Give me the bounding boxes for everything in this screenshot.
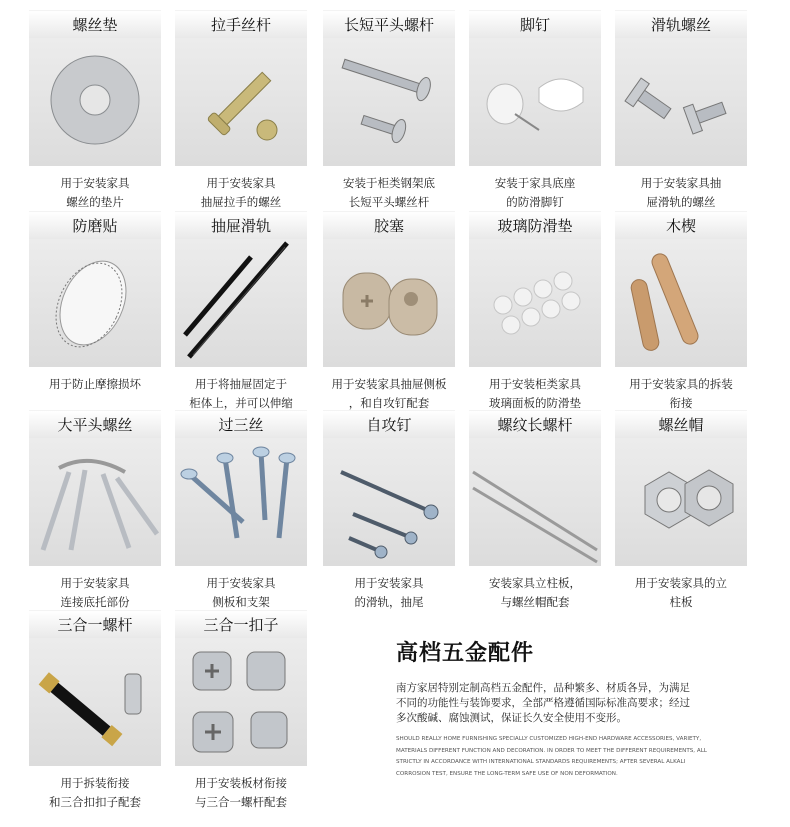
product-image [29, 438, 161, 566]
product-card [323, 211, 455, 413]
handle-screw-icon [175, 38, 307, 166]
foot-nail-icon [469, 38, 601, 166]
product-card [469, 211, 601, 413]
product-card [29, 610, 161, 812]
product-image [323, 239, 455, 367]
product-description-line: 柱板 [669, 595, 693, 609]
product-description-line: 用于将抽屉固定于 [195, 377, 287, 391]
felt-pad-icon [29, 239, 161, 367]
product-title: 滑轨螺丝 [615, 10, 747, 38]
product-card [615, 211, 747, 413]
product-description-line: 用于防止摩擦损坏 [49, 377, 141, 391]
product-description-line: 连接底托部份 [60, 595, 130, 609]
product-title: 拉手丝杆 [175, 10, 307, 38]
product-description-line: 螺丝的垫片 [66, 195, 124, 209]
product-title: 抽屉滑轨 [175, 211, 307, 239]
product-image [615, 38, 747, 166]
product-card [29, 10, 161, 212]
product-description-line: 用于安装家具抽 [640, 176, 722, 190]
product-description [323, 367, 455, 413]
cam-lock-icon [175, 638, 307, 766]
product-title: 木楔 [615, 211, 747, 239]
product-card [469, 10, 601, 212]
product-title: 螺丝垫 [29, 10, 161, 38]
product-card [615, 410, 747, 612]
product-title: 大平头螺丝 [29, 410, 161, 438]
product-description-line: 用于安装家具抽屉侧板 [331, 377, 447, 391]
product-card [29, 211, 161, 394]
product-title: 过三丝 [175, 410, 307, 438]
product-description [469, 166, 601, 212]
product-image [323, 438, 455, 566]
product-description-line: 用于安装家具 [60, 176, 130, 190]
product-description-line: 屉滑轨的螺丝 [646, 195, 716, 209]
promo-title: 高档五金配件 [396, 641, 535, 666]
tapping-screw-icon [323, 438, 455, 566]
product-image [175, 438, 307, 566]
product-description [615, 566, 747, 612]
product-image [469, 438, 601, 566]
product-description [175, 166, 307, 212]
product-description [469, 566, 601, 612]
washer-icon [29, 38, 161, 166]
promo-description-en: SHOULD REALLY HOME FURNISHING SPECIALLY CUSTOMIZED HIGH-END HARDWARE ACCESSORIES, VARIETY, MATERIALS DIFFERENT FUNCTION AND DECORATION. IN ORDER TO MEET THE DIFFERENT REQUIREMENTS, ALL STRICTLY IN ACCORDANCE WITH INTERNATIONAL STANDARDS REQUIREMENTS; AFTER SEVERAL ALKALI CORROSION TEST, ENSURE THE LONG-TERM SAFE USE OF NON DEFORMATION. [396, 736, 707, 777]
drawer-slide-icon [175, 239, 307, 367]
product-description [615, 367, 747, 413]
product-image [469, 239, 601, 367]
product-description-line: 用于安装柜类家具 [489, 377, 581, 391]
product-description-line: 的防滑脚钉 [506, 195, 564, 209]
product-title: 长短平头螺杆 [323, 10, 455, 38]
product-description [615, 166, 747, 212]
product-description-line: 玻璃面板的防滑垫 [489, 396, 581, 410]
glass-pad-icon [469, 239, 601, 367]
product-image [29, 239, 161, 367]
product-description-line: 用于安装家具 [354, 576, 424, 590]
product-description-line: 和三合扣扣子配套 [49, 795, 141, 809]
product-description [29, 566, 161, 612]
hex-nut-icon [615, 438, 747, 566]
product-card [175, 211, 307, 413]
product-title: 胶塞 [323, 211, 455, 239]
product-description-line: 柜体上，并可以伸缩 [189, 396, 293, 410]
product-card [29, 410, 161, 612]
product-description-line: 安装于家具底座 [494, 176, 576, 190]
product-description-line: 衔接 [669, 396, 693, 410]
product-description [175, 566, 307, 612]
product-description-line: 长短平头螺丝杆 [348, 195, 430, 209]
product-title: 三合一螺杆 [29, 610, 161, 638]
product-description-line: 安装于柜类钢架底 [343, 176, 435, 190]
product-description-line: 用于安装家具 [206, 176, 276, 190]
product-description-line: 用于安装家具 [60, 576, 130, 590]
big-flat-screw-icon [29, 438, 161, 566]
flat-head-bolt-icon [323, 38, 455, 166]
product-card [175, 610, 307, 812]
product-image [615, 438, 747, 566]
product-description [29, 766, 161, 812]
product-description-line: 与三合一螺杆配套 [195, 795, 287, 809]
product-description-line: 用于安装家具的拆装 [629, 377, 733, 391]
product-description-line: 与螺丝帽配套 [500, 595, 570, 609]
product-description [175, 766, 307, 812]
product-description [175, 367, 307, 413]
product-image [175, 638, 307, 766]
product-description-line: 用于安装家具的立 [635, 576, 727, 590]
product-image [29, 38, 161, 166]
product-description [323, 566, 455, 612]
product-card [175, 10, 307, 212]
cross-screw-icon [175, 438, 307, 566]
product-title: 自攻钉 [323, 410, 455, 438]
plastic-plug-icon [323, 239, 455, 367]
product-description-line: 用于安装板材衔接 [195, 776, 287, 790]
product-description-line: 侧板和支架 [212, 595, 270, 609]
product-image [175, 38, 307, 166]
product-description-line: 的滑轨，抽尾 [354, 595, 424, 609]
product-title: 三合一扣子 [175, 610, 307, 638]
promo-description-cn: 南方家居特别定制高档五金配件，品种繁多、材质各异，为满足不同的功能性与装饰要求，全部严格遵循国际标准高要求；经过多次酸碱、腐蚀测试，保证长久安全使用不变形。 [396, 682, 690, 724]
product-title: 螺纹长螺杆 [469, 410, 601, 438]
product-description-line: 安装家具立柱板， [489, 576, 581, 590]
product-card [175, 410, 307, 612]
product-description [29, 166, 161, 212]
product-image [615, 239, 747, 367]
product-description [323, 166, 455, 212]
product-title: 脚钉 [469, 10, 601, 38]
threaded-rod-icon [469, 438, 601, 566]
product-description [469, 367, 601, 413]
promo-block [396, 636, 726, 780]
product-title: 防磨贴 [29, 211, 161, 239]
product-image [469, 38, 601, 166]
wood-dowel-icon [615, 239, 747, 367]
product-card [469, 410, 601, 612]
product-image [323, 38, 455, 166]
product-card [323, 410, 455, 612]
product-description-line: 用于拆装衔接 [60, 776, 130, 790]
product-description-line: ，和自攻钉配套 [348, 396, 430, 410]
product-image [29, 638, 161, 766]
product-description-line: 抽屉拉手的螺丝 [200, 195, 282, 209]
product-title: 螺丝帽 [615, 410, 747, 438]
product-image [175, 239, 307, 367]
product-title: 玻璃防滑垫 [469, 211, 601, 239]
product-description-line: 用于安装家具 [206, 576, 276, 590]
connector-bolt-icon [29, 638, 161, 766]
product-card [323, 10, 455, 212]
product-card [615, 10, 747, 212]
slide-screw-icon [615, 38, 747, 166]
product-description [29, 367, 161, 394]
